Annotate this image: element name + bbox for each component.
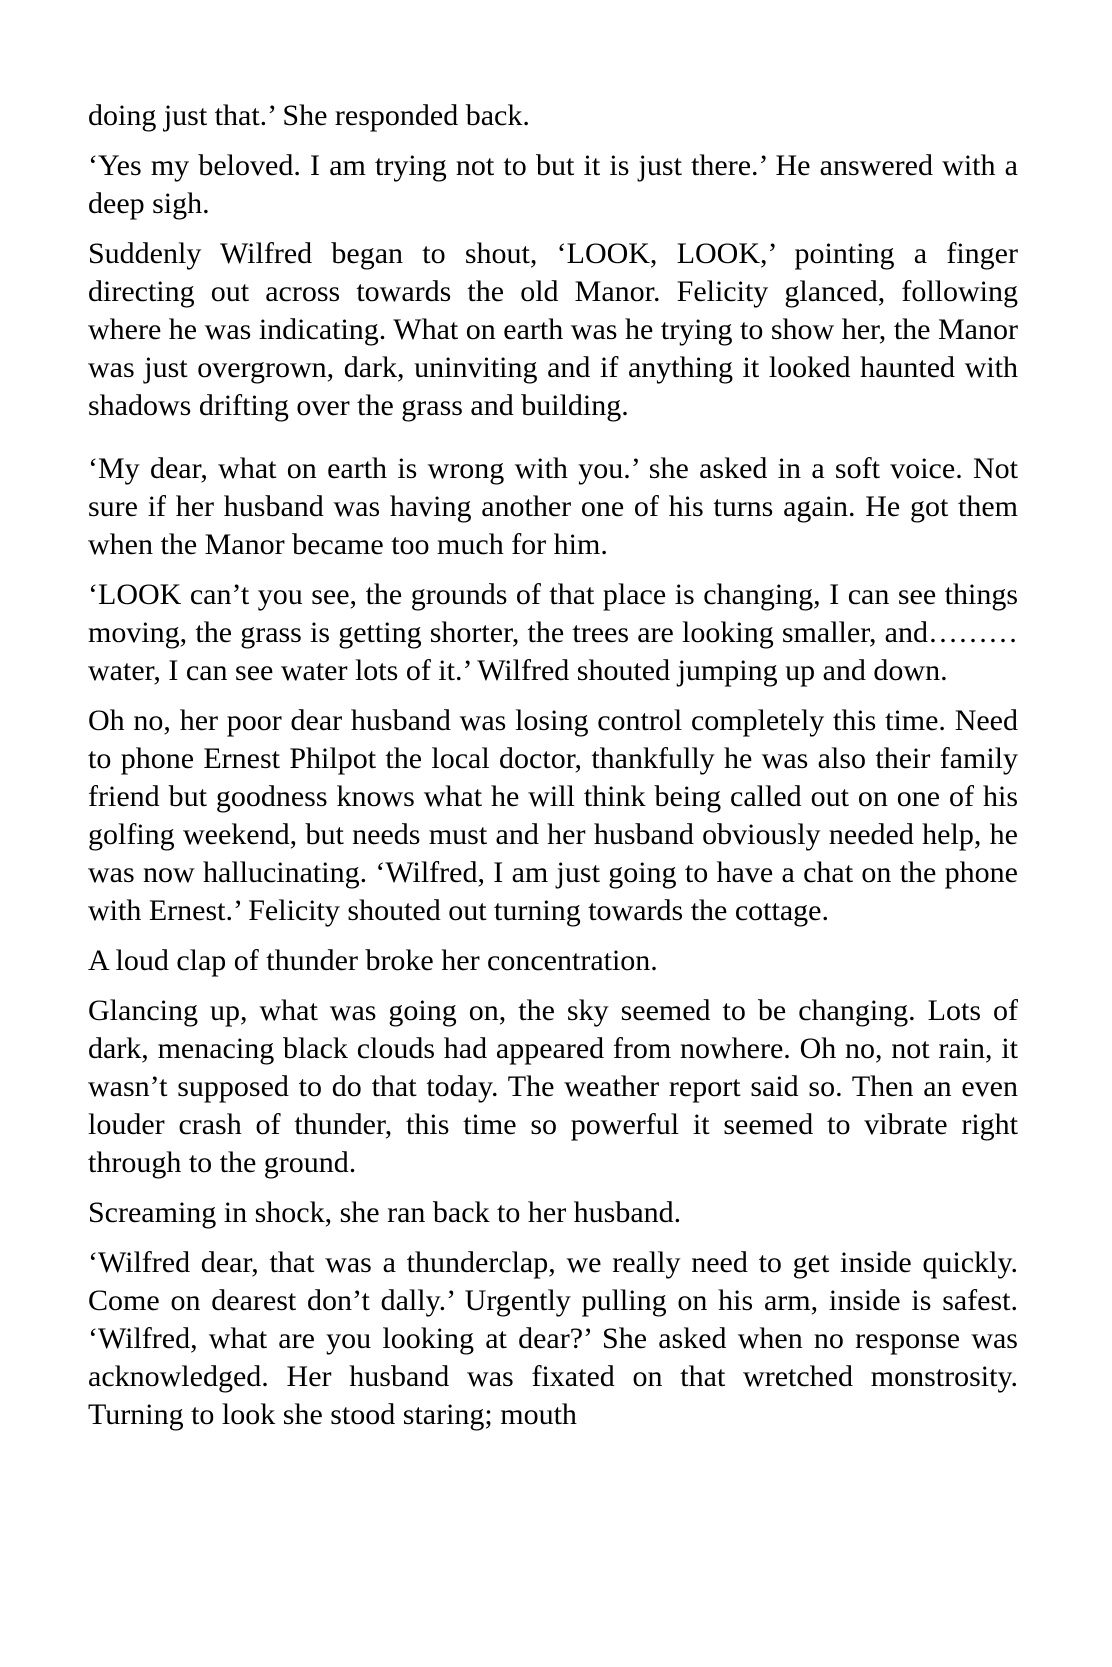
paragraph: Glancing up, what was going on, the sky seemed to be changing. Lots of dark, menacing black clouds had appeared from nowhere. Oh no, not rain, it wasn’t supposed to do that today. The weather report said so. Then an even louder crash of thunder, this time so powerful it seemed to vibrate right through to the ground. bbox=[88, 994, 1018, 1179]
paragraph: ‘Yes my beloved. I am trying not to but it is just there.’ He answered with a deep sigh. bbox=[88, 149, 1018, 220]
paragraph: ‘My dear, what on earth is wrong with you.’ she asked in a soft voice. Not sure if her husband was having another one of his turns again. He got them when the Manor became too much for him. bbox=[88, 452, 1018, 561]
paragraph: ‘Wilfred dear, that was a thunderclap, we really need to get inside quickly. Come on dearest don’t dally.’ Urgently pulling on his arm, inside is safest. ‘Wilfred, what are you looking at dear?’ She asked when no response was acknowledged. Her husband was fixated on that wretched monstrosity. Turning to look she stood staring; mouth bbox=[88, 1246, 1018, 1431]
paragraph: doing just that.’ She responded back. bbox=[88, 99, 530, 132]
paragraph: ‘LOOK can’t you see, the grounds of that place is changing, I can see things moving, the grass is getting shorter, the trees are looking smaller, and……… water, I can see water lots of it.’ Wilfred shouted jumping up and down. bbox=[88, 578, 1018, 687]
paragraph: Suddenly Wilfred began to shout, ‘LOOK, LOOK,’ pointing a finger directing out across towards the old Manor. Felicity glanced, following where he was indicating. What on earth was he trying to show her, the Manor was just overgrown, dark, uninviting and if anything it looked haunted with shadows drifting over the grass and building. bbox=[88, 237, 1018, 422]
paragraph: Oh no, her poor dear husband was losing control completely this time. Need to phone Ernest Philpot the local doctor, thankfully he was also their family friend but goodness knows what he will think being called out on one of his golfing weekend, but needs must and her husband obviously needed help, he was now hallucinating. ‘Wilfred, I am just going to have a chat on the phone with Ernest.’ Felicity shouted out turning towards the cottage. bbox=[88, 704, 1018, 927]
paragraph: Screaming in shock, she ran back to her husband. bbox=[88, 1196, 682, 1229]
paragraph: A loud clap of thunder broke her concentration. bbox=[88, 944, 658, 977]
